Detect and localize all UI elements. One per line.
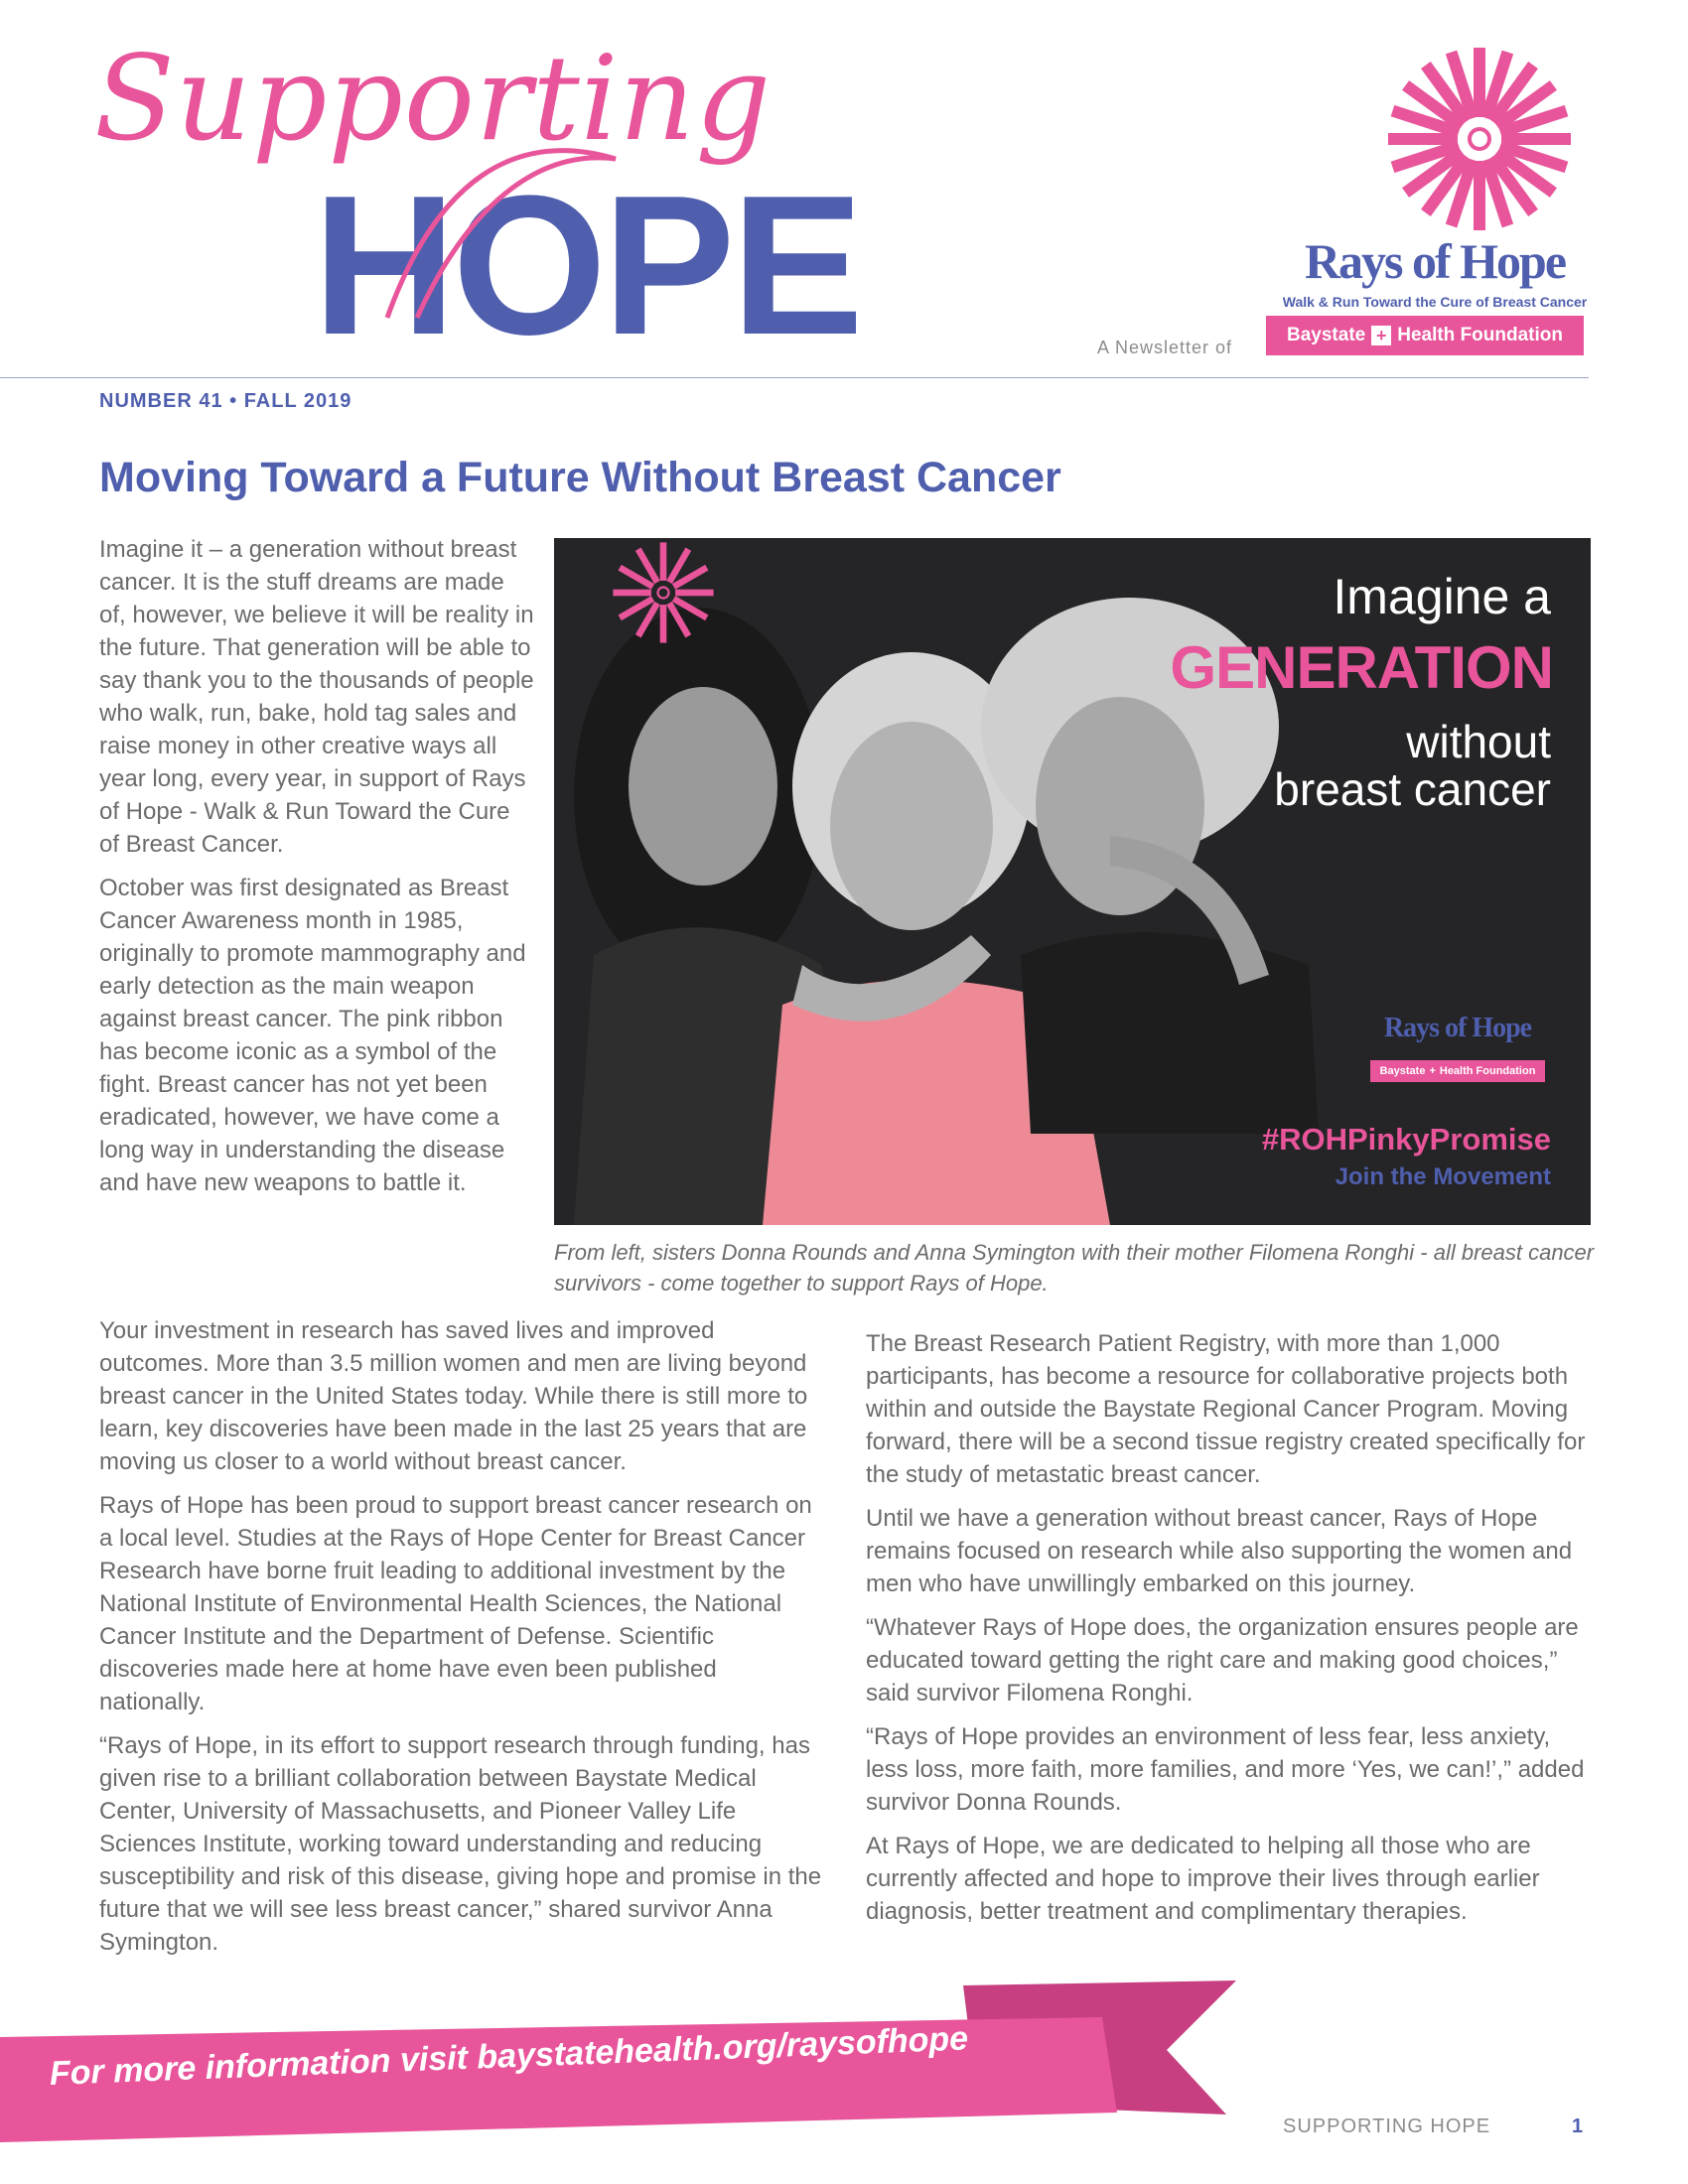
masthead-main-title: HOPE	[313, 155, 860, 376]
rays-of-hope-sunburst-icon	[1266, 40, 1594, 238]
column-1-bottom	[99, 1314, 824, 1970]
photo-text-line-3: without	[1406, 716, 1551, 767]
photo-text-line-4: breast cancer	[1274, 763, 1551, 815]
photo-caption: From left, sisters Donna Rounds and Anna Symington with their mother Filomena Ronghi - all breast cancer survivors - come together to support Rays of Hope.	[554, 1240, 1595, 1296]
paragraph: Imagine it – a generation without breast cancer. It is the stuff dreams are made of, however, we believe it will be reality in the future. That generation will be able to say thank you to the thousands of people who walk, run, bake, hold tag sales and raise money in other creative ways all year long, every year, in support of Rays of Hope - Walk & Run Toward the Cure of Breast Cancer.	[99, 536, 534, 858]
newsletter-of-label: A Newsletter of	[1097, 338, 1233, 357]
photo-logo-bar-right: Health Foundation	[1439, 1065, 1536, 1077]
paragraph: October was first designated as Breast Cancer Awareness month in 1985, originally to promote mammography and early detection as the main weapon against breast cancer. The pink ribbon has become iconic as a symbol of the fight. Breast cancer has not yet been eradicated, however, we have come a long way in understanding the disease and have new weapons to battle it.	[99, 875, 526, 1196]
paragraph: “Rays of Hope provides an environment of less fear, less anxiety, less loss, more faith, more families, and more ‘Yes, we can!’,” added survivor Donna Rounds.	[866, 1723, 1585, 1816]
masthead-script-title: Supporting	[94, 30, 773, 167]
paragraph: “Rays of Hope, in its effort to support research through funding, has given rise to a brilliant collaboration between Baystate Medical Center, University of Massachusetts, and Pioneer Valley Life Sciences Institute, working toward understanding and reducing susceptibility and risk of this disease, giving hope and promise in the future that we will see less breast cancer,” shared survivor Anna Symington.	[99, 1732, 822, 1956]
logo-foundation-left: Baystate	[1287, 325, 1366, 345]
paragraph: Rays of Hope has been proud to support breast cancer research on a local level. Studies at the Rays of Hope Center for Breast Cancer Research have borne fruit leading to additional investment by the National Institute of Environmental Health Sciences, the National Cancer Institute and the Department of Defense. Scientific discoveries made here at home have even been published nationally.	[99, 1492, 812, 1715]
article-headline: Moving Toward a Future Without Breast Cancer	[99, 454, 1061, 501]
logo-foundation-bar	[1266, 316, 1584, 355]
photo-logo-bar	[1370, 1060, 1545, 1082]
paragraph: The Breast Research Patient Registry, with more than 1,000 participants, has become a resource for collaborative projects both within and outside the Baystate Regional Cancer Program. Moving forward, there will be a second tissue registry created specifically for the study of metastatic breast cancer.	[866, 1330, 1586, 1488]
column-2	[866, 1327, 1591, 1939]
photo-logo-title: Rays of Hope	[1383, 1013, 1532, 1043]
masthead-swoosh	[377, 119, 675, 328]
photo-text-line-2: GENERATION	[1170, 634, 1553, 701]
page-number: 1	[1572, 2116, 1584, 2137]
photo-text-line-1: Imagine a	[1333, 569, 1551, 624]
medical-cross-icon: +	[1371, 326, 1391, 345]
photo-cta: Join the Movement	[1335, 1163, 1551, 1190]
paragraph: “Whatever Rays of Hope does, the organization ensures people are educated toward getting the right care and making good choices,” said survivor Filomena Ronghi.	[866, 1614, 1579, 1706]
paragraph: Your investment in research has saved lives and improved outcomes. More than 3.5 million women and men are living beyond breast cancer in the United States today. While there is still more to learn, key discoveries have been made in the last 25 years that are moving us closer to a world without breast cancer.	[99, 1317, 808, 1475]
info-link[interactable]: For more information visit baystatehealth.org/raysofhope	[49, 2019, 969, 2093]
header-divider	[0, 377, 1589, 378]
photo-hashtag: #ROHPinkyPromise	[1261, 1122, 1551, 1157]
logo-tagline: Walk & Run Toward the Cure of Breast Cancer	[1282, 294, 1588, 310]
medical-cross-icon: +	[1429, 1065, 1436, 1077]
feature-photo	[554, 538, 1591, 1225]
photo-logo-bar-left: Baystate	[1379, 1065, 1426, 1077]
logo-title: Rays of Hope	[1304, 233, 1566, 289]
photo-sunburst-icon	[554, 538, 733, 647]
issue-number: NUMBER 41 • FALL 2019	[99, 390, 352, 412]
logo-foundation-right: Health Foundation	[1397, 325, 1563, 345]
paragraph: At Rays of Hope, we are dedicated to helping all those who are currently affected and hope to improve their lives through earlier diagnosis, better treatment and complimentary therapies.	[866, 1833, 1540, 1925]
footer-label: SUPPORTING HOPE	[1283, 2116, 1491, 2137]
column-1-top	[99, 533, 536, 1210]
paragraph: Until we have a generation without breast cancer, Rays of Hope remains focused on research while also supporting the women and men who have unwillingly embarked on this journey.	[866, 1505, 1573, 1597]
